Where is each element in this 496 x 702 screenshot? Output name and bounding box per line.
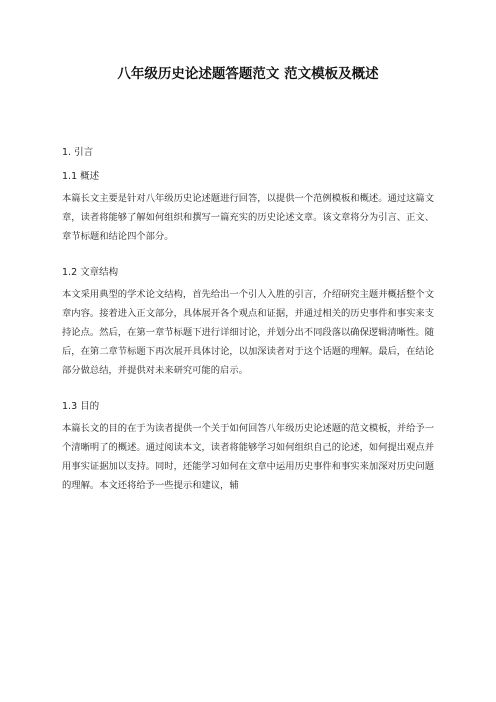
heading-overview: 1.1 概述 (62, 171, 100, 182)
heading-purpose: 1.3 目的 (62, 401, 100, 412)
document-title: 八年级历史论述题答题范文 范文模板及概述 (117, 66, 379, 82)
heading-introduction: 1. 引言 (62, 147, 94, 158)
heading-structure: 1.2 文章结构 (62, 267, 119, 278)
paragraph-overview: 本篇长文主要是针对八年级历史论述题进行回答，以提供一个范例模板和概述。通过这篇文章，读者将能够了解如何组织和撰写一篇充实的历史论述文章。该文章将分为引言、正文、章节标题和结论四个部分。 (62, 193, 434, 242)
paragraph-structure: 本文采用典型的学术论文结构，首先给出一个引人入胜的引言，介绍研究主题并概括整个文章内容。接着进入正文部分，具体展开各个观点和证据，并通过相关的历史事件和事实来支持论点。然后，在第一章节标题下进行详细讨论，并划分出不同段落以确保逻辑清晰性。随后，在第二章节标题下再次展开具体讨论，以加深读者对于这个话题的理解。最后，在结论部分做总结，并提供对未来研究可能的启示。 (62, 289, 434, 376)
paragraph-purpose: 本篇长文的目的在于为读者提供一个关于如何回答八年级历史论述题的范文模板，并给予一个清晰明了的概述。通过阅读本文，读者将能够学习如何组织自己的论述，如何提出观点并用事实证据加以支持。同时，还能学习如何在文章中运用历史事件和事实来加深对历史问题的理解。本文还将给予一些提示和建议，辅 (62, 423, 434, 491)
